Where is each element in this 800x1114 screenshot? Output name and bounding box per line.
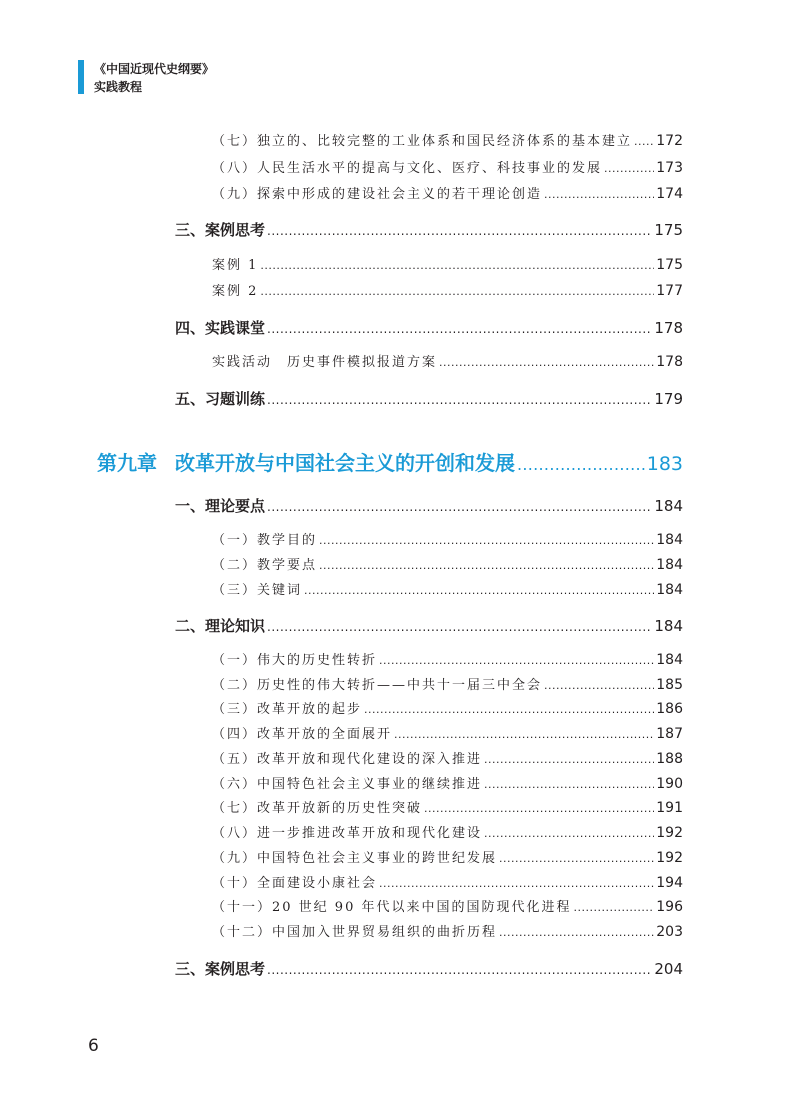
toc-entry-page: 184 — [656, 532, 683, 548]
toc-entry[interactable] — [212, 529, 683, 548]
dot-leader — [544, 679, 654, 692]
dot-leader — [517, 455, 645, 474]
toc-entry[interactable] — [212, 872, 683, 891]
dot-leader — [634, 135, 654, 148]
toc-entry-page: 190 — [656, 776, 683, 792]
toc-entry-title: （六）中国特色社会主义事业的继续推进 — [212, 777, 483, 792]
dot-leader — [484, 827, 654, 840]
toc-entry[interactable] — [212, 723, 683, 742]
toc-entry-page: 194 — [656, 875, 683, 891]
toc-entry[interactable] — [212, 698, 683, 717]
dot-leader — [439, 356, 654, 369]
chapter-title: 改革开放与中国社会主义的开创和发展 — [175, 451, 515, 475]
toc-entry-page: 184 — [656, 582, 683, 598]
toc-entry-title: （五）改革开放和现代化建设的深入推进 — [212, 752, 483, 767]
dot-leader — [499, 926, 654, 939]
toc-entry[interactable] — [212, 254, 683, 273]
toc-section[interactable] — [175, 615, 683, 636]
toc-entry-title: （八）人民生活水平的提高与文化、医疗、科技事业的发展 — [212, 161, 603, 176]
toc-entry[interactable] — [212, 674, 683, 693]
dot-leader — [484, 778, 654, 791]
toc-entry-title: （九）中国特色社会主义事业的跨世纪发展 — [212, 851, 498, 866]
toc-entry-title: （七）改革开放新的历史性突破 — [212, 801, 423, 816]
toc-entry[interactable] — [212, 773, 683, 792]
toc-entry[interactable] — [212, 130, 683, 149]
toc-entry-page: 184 — [656, 652, 683, 668]
toc-section-page: 175 — [654, 221, 683, 239]
toc-section-title: 五、习题训练 — [175, 390, 266, 408]
toc-entry[interactable] — [212, 797, 683, 816]
toc-entry-title: （三）关键词 — [212, 583, 303, 598]
dot-leader — [379, 877, 654, 890]
toc-entry-title: （一）伟大的历史性转折 — [212, 653, 378, 668]
dot-leader — [364, 703, 654, 716]
toc-entry-title: （二）历史性的伟大转折——中共十一届三中全会 — [212, 678, 543, 693]
toc-section-title: 二、理论知识 — [175, 617, 266, 635]
toc-entry-title: （四）改革开放的全面展开 — [212, 727, 393, 742]
dot-leader — [319, 534, 654, 547]
chapter-number: 第九章 — [97, 451, 157, 475]
book-subtitle: 实践教程 — [94, 80, 143, 94]
toc-entry[interactable] — [212, 748, 683, 767]
toc-section-title: 三、案例思考 — [175, 221, 266, 239]
dot-leader — [379, 654, 654, 667]
toc-entry[interactable] — [212, 921, 683, 940]
toc-entry-title: （八）进一步推进改革开放和现代化建设 — [212, 826, 483, 841]
toc-section-title: 四、实践课堂 — [175, 319, 266, 337]
toc-entry-title: （十二）中国加入世界贸易组织的曲折历程 — [212, 925, 498, 940]
toc-entry-title: 案例 1 — [212, 258, 259, 273]
toc-section[interactable] — [175, 495, 683, 516]
toc-entry-title: （七）独立的、比较完整的工业体系和国民经济体系的基本建立 — [212, 134, 633, 149]
toc-entry[interactable] — [212, 351, 683, 370]
toc-entry-page: 177 — [656, 283, 683, 299]
toc-section-title: 三、案例思考 — [175, 960, 266, 978]
toc-entry[interactable] — [212, 896, 683, 915]
toc-entry[interactable] — [212, 157, 683, 176]
dot-leader — [260, 259, 654, 272]
toc-section[interactable] — [175, 958, 683, 979]
toc-entry[interactable] — [212, 579, 683, 598]
dot-leader — [424, 802, 654, 815]
toc-entry-page: 203 — [656, 924, 683, 940]
toc-entry-title: 案例 2 — [212, 284, 259, 299]
dot-leader — [267, 224, 652, 238]
toc-entry-page: 178 — [656, 354, 683, 370]
toc-entry-title: （一）教学目的 — [212, 533, 318, 548]
dot-leader — [544, 188, 654, 201]
toc-entry[interactable] — [212, 822, 683, 841]
toc-entry-title: （十）全面建设小康社会 — [212, 876, 378, 891]
dot-leader — [394, 728, 654, 741]
toc-entry-title: （十一）20 世纪 90 年代以来中国的国防现代化进程 — [212, 900, 572, 915]
toc-entry-title: 实践活动 历史事件模拟报道方案 — [212, 355, 438, 370]
toc-chapter[interactable] — [97, 447, 683, 476]
dot-leader — [304, 584, 654, 597]
dot-leader — [267, 393, 652, 407]
dot-leader — [267, 500, 652, 514]
toc-entry-title: （三）改革开放的起步 — [212, 702, 363, 717]
toc-entry-page: 186 — [656, 701, 683, 717]
toc-entry-page: 172 — [656, 133, 683, 149]
toc-entry-page: 174 — [656, 186, 683, 202]
dot-leader — [484, 753, 654, 766]
dot-leader — [499, 852, 654, 865]
toc-chapter-title — [97, 447, 515, 476]
toc-chapter-page: 183 — [646, 453, 683, 475]
dot-leader — [319, 559, 654, 572]
dot-leader — [573, 901, 654, 914]
toc-section[interactable] — [175, 317, 683, 338]
toc-section-page: 179 — [654, 390, 683, 408]
toc-entry-page: 185 — [656, 677, 683, 693]
toc-entry[interactable] — [212, 649, 683, 668]
dot-leader — [267, 322, 652, 336]
toc-entry-title: （二）教学要点 — [212, 558, 318, 573]
toc-entry[interactable] — [212, 847, 683, 866]
toc-section-page: 204 — [654, 960, 683, 978]
dot-leader — [267, 620, 652, 634]
toc-entry[interactable] — [212, 554, 683, 573]
toc-section-title: 一、理论要点 — [175, 497, 266, 515]
toc-entry[interactable] — [212, 280, 683, 299]
dot-leader — [604, 162, 654, 175]
toc-section[interactable] — [175, 219, 683, 240]
toc-entry-page: 192 — [656, 850, 683, 866]
toc-entry-page: 175 — [656, 257, 683, 273]
toc-section-page: 184 — [654, 497, 683, 515]
toc-section-page: 178 — [654, 319, 683, 337]
dot-leader — [267, 963, 652, 977]
toc-entry-page: 196 — [656, 899, 683, 915]
toc-entry-page: 187 — [656, 726, 683, 742]
toc-entry-page: 173 — [656, 160, 683, 176]
toc-entry-page: 192 — [656, 825, 683, 841]
page-number: 6 — [88, 1036, 99, 1056]
toc-section[interactable] — [175, 388, 683, 409]
toc-entry-title: （九）探索中形成的建设社会主义的若干理论创造 — [212, 187, 543, 202]
toc-entry[interactable] — [212, 183, 683, 202]
toc-entry-page: 191 — [656, 800, 683, 816]
toc-entry-page: 184 — [656, 557, 683, 573]
toc-section-page: 184 — [654, 617, 683, 635]
toc-entry-page: 188 — [656, 751, 683, 767]
dot-leader — [260, 285, 654, 298]
book-title: 《中国近现代史纲要》 — [94, 62, 215, 76]
